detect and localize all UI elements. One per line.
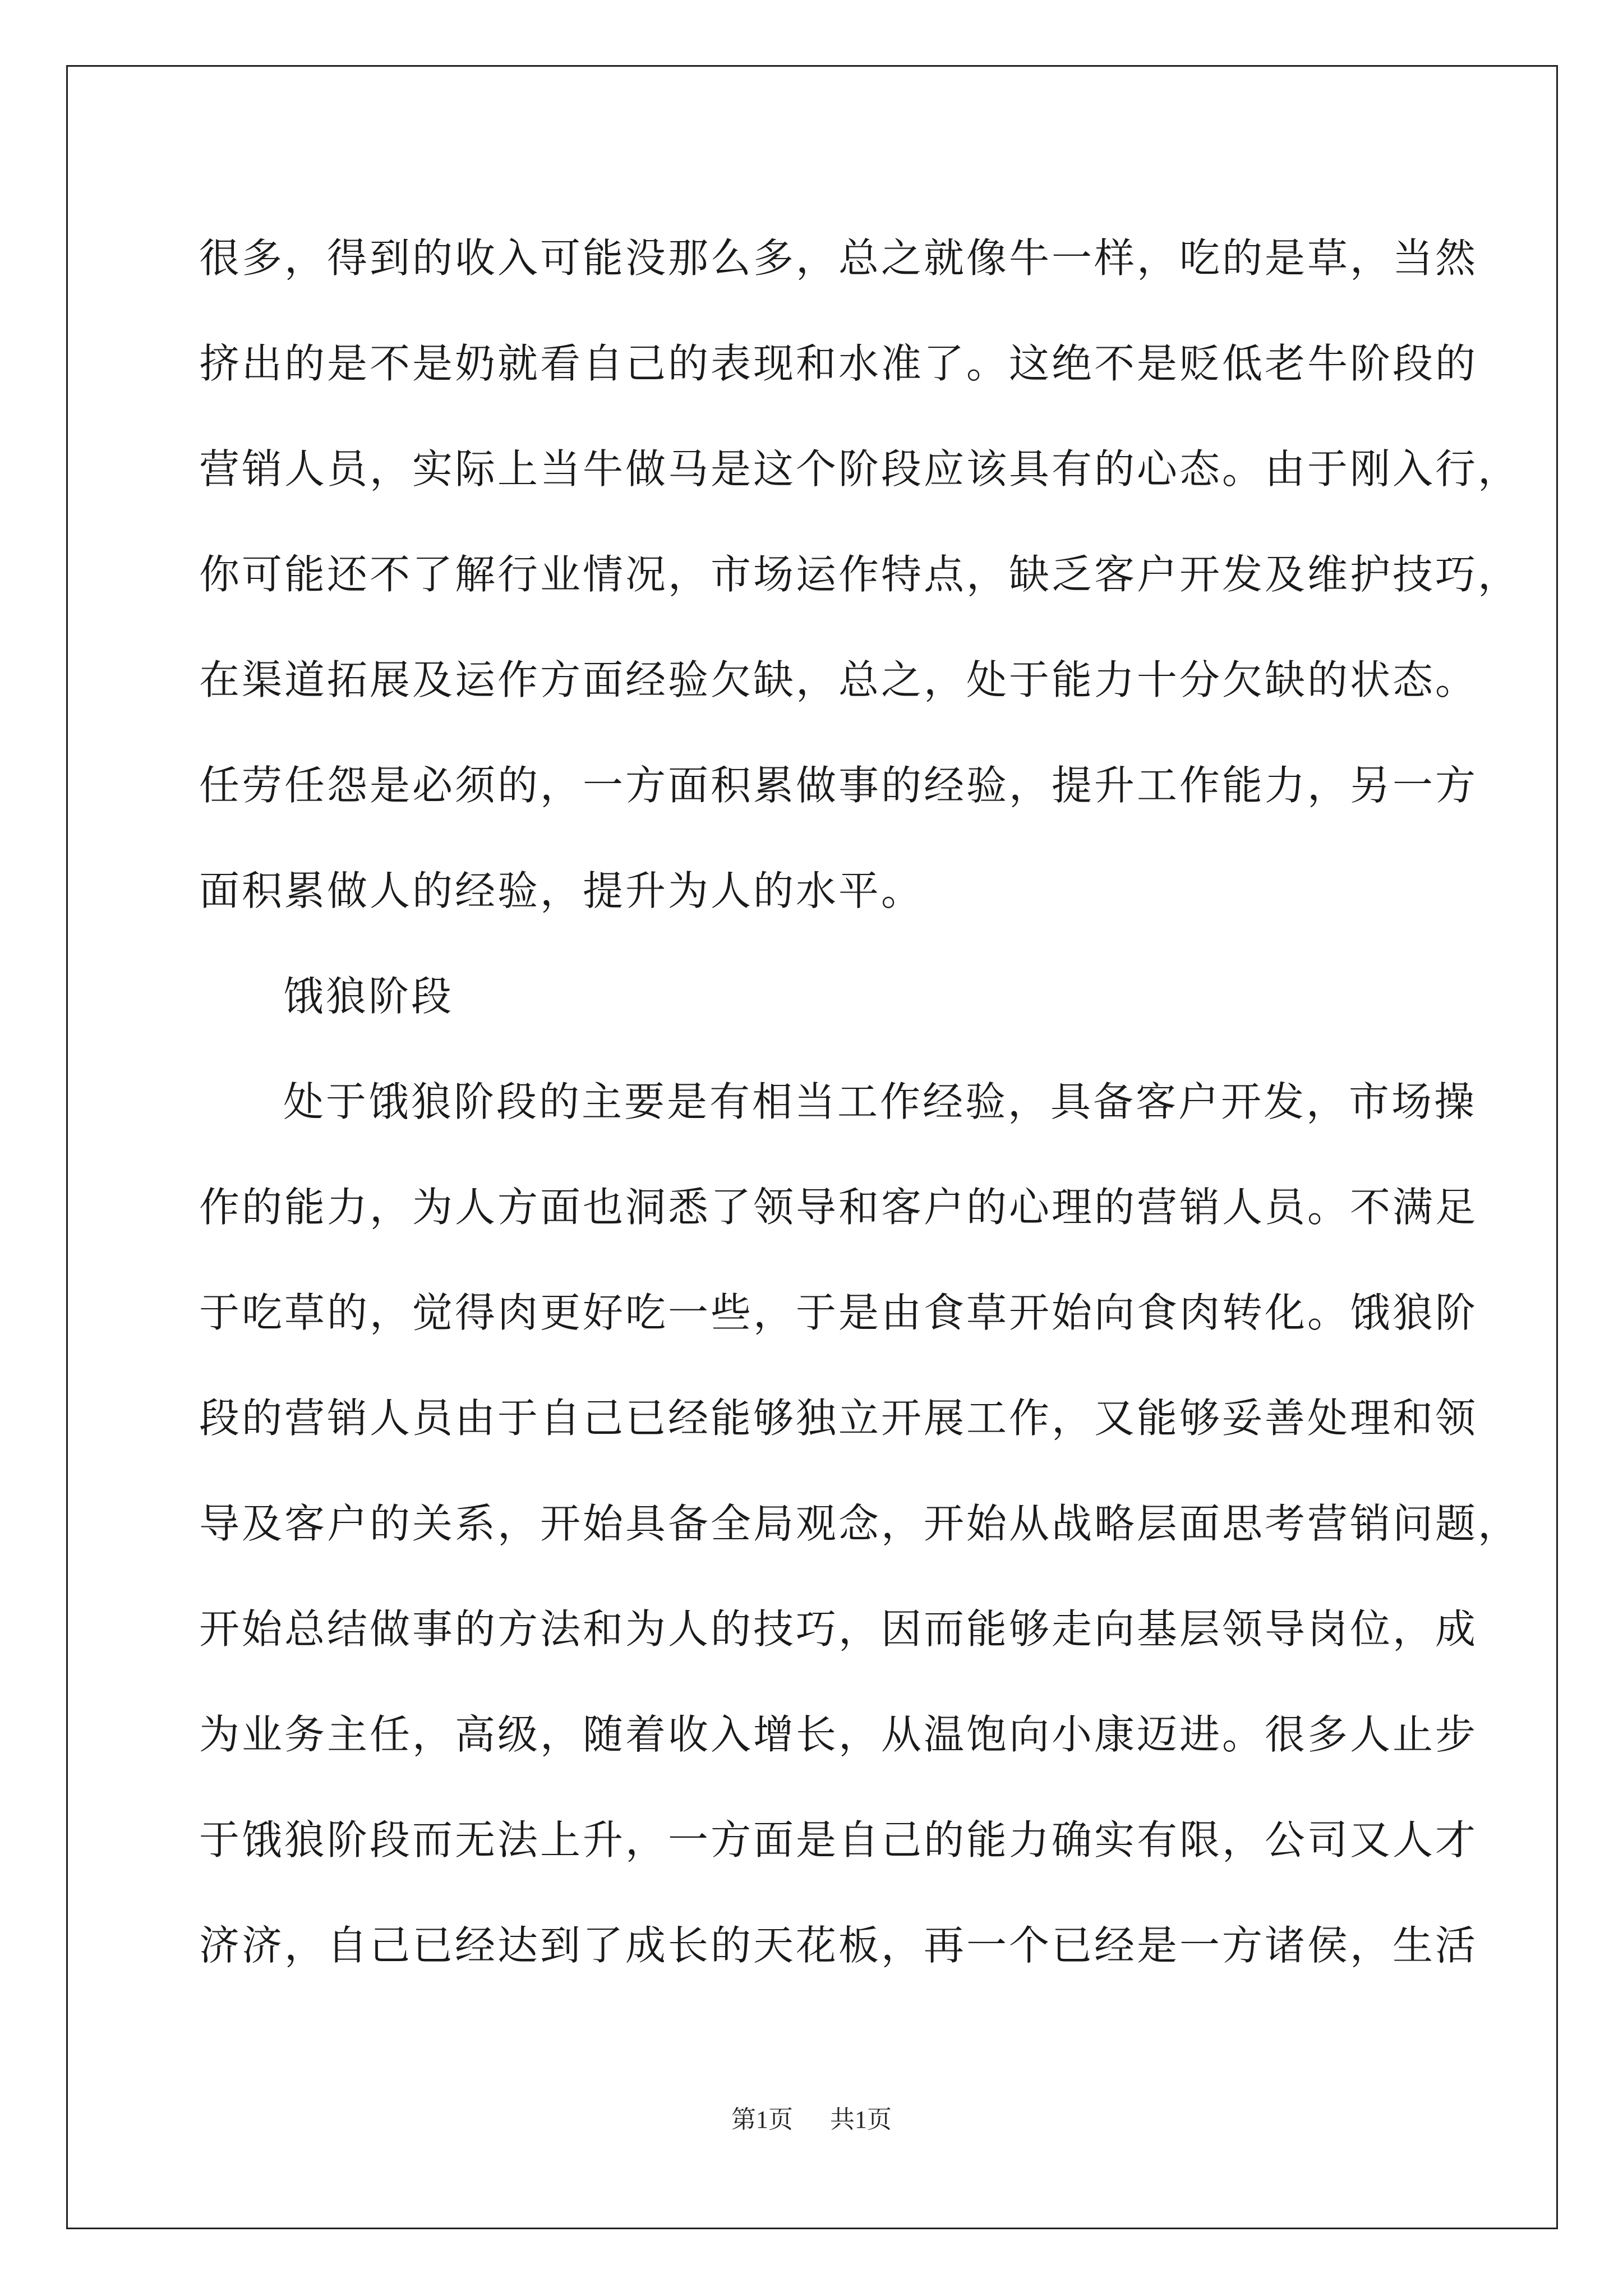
text-line: 营销人员，实际上当牛做马是这个阶段应该具有的心态。由于刚入行， xyxy=(199,445,1521,493)
text-line: 于饿狼阶段而无法上升，一方面是自己的能力确实有限，公司又人才 xyxy=(199,1816,1478,1864)
text-line: 开始总结做事的方法和为人的技巧，因而能够走向基层领导岗位，成 xyxy=(199,1605,1478,1653)
text-line: 挤出的是不是奶就看自己的表现和水准了。这绝不是贬低老牛阶段的 xyxy=(199,340,1478,387)
document-body xyxy=(199,216,1521,2009)
text-line: 段的营销人员由于自己已经能够独立开展工作，又能够妥善处理和领 xyxy=(199,1395,1478,1442)
text-line: 于吃草的，觉得肉更好吃一些，于是由食草开始向食肉转化。饿狼阶 xyxy=(199,1289,1478,1336)
text-line: 作的能力，为人方面也洞悉了领导和客户的心理的营销人员。不满足 xyxy=(199,1184,1478,1231)
text-line: 任劳任怨是必须的，一方面积累做事的经验，提升工作能力，另一方 xyxy=(199,762,1478,809)
text-line: 济济，自己已经达到了成长的天花板，再一个已经是一方诸侯，生活 xyxy=(199,1922,1478,1969)
text-line: 在渠道拓展及运作方面经验欠缺，总之，处于能力十分欠缺的状态。 xyxy=(199,656,1478,703)
text-line: 为业务主任，高级，随着收入增长，从温饱向小康迈进。很多人止步 xyxy=(199,1711,1478,1758)
section-heading: 饿狼阶段 xyxy=(283,973,454,1020)
text-line: 处于饿狼阶段的主要是有相当工作经验，具备客户开发，市场操 xyxy=(283,1078,1477,1125)
page-total: 共1页 xyxy=(830,2106,892,2133)
text-line: 你可能还不了解行业情况，市场运作特点，缺乏客户开发及维护技巧， xyxy=(199,551,1521,598)
page-footer xyxy=(0,2099,1623,2135)
text-line: 面积累做人的经验，提升为人的水平。 xyxy=(199,867,924,914)
text-line: 导及客户的关系，开始具备全局观念，开始从战略层面思考营销问题， xyxy=(199,1500,1521,1547)
page-number: 第1页 xyxy=(731,2106,793,2133)
text-line: 很多，得到的收入可能没那么多，总之就像牛一样，吃的是草，当然 xyxy=(199,234,1478,282)
